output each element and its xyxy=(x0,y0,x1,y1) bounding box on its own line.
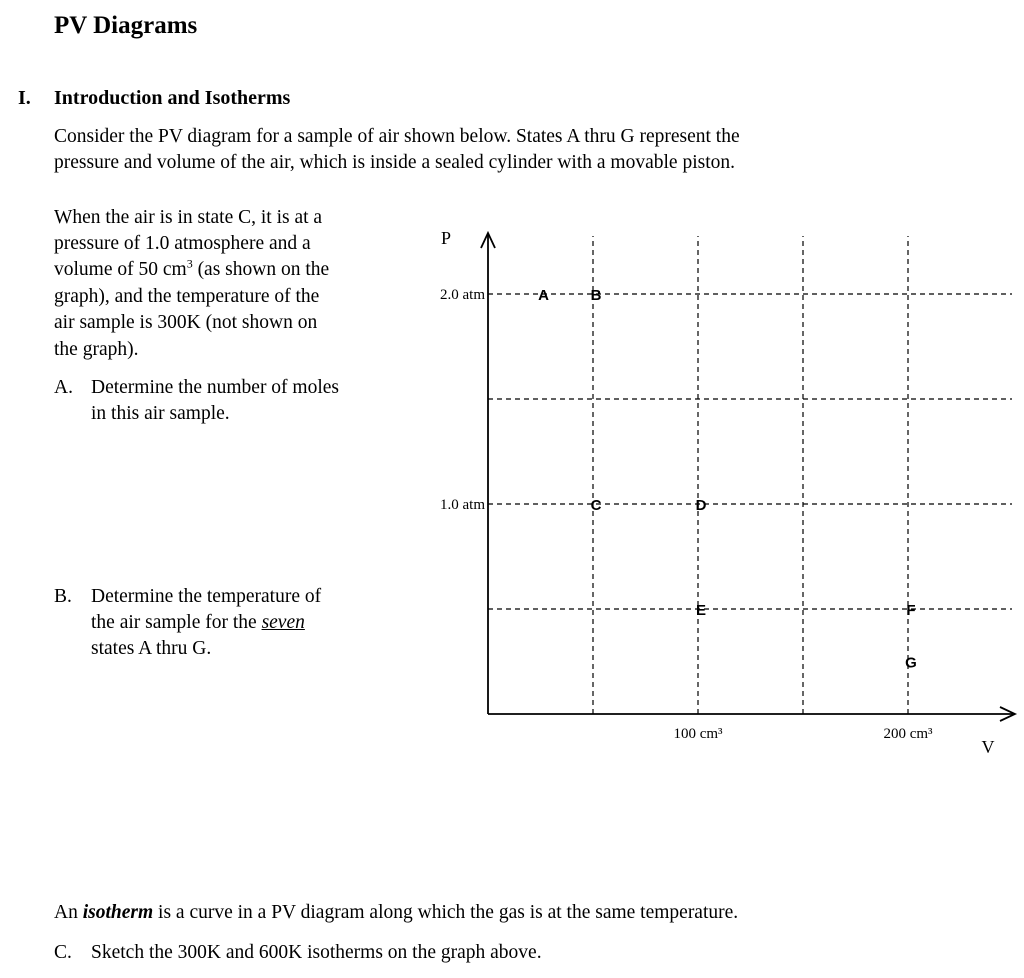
state-c-volume-note: (as shown on the xyxy=(192,259,330,280)
state-point-c: C xyxy=(590,497,602,514)
question-a-line-1: Determine the number of moles xyxy=(91,377,340,398)
question-c-letter: C. xyxy=(54,942,72,963)
question-a-line-2: in this air sample. xyxy=(91,403,230,424)
v-tick-label: 100 cm³ xyxy=(673,726,723,742)
intro-line-1: Consider the PV diagram for a sample of air shown below. States A thru G represent the xyxy=(54,126,740,147)
question-a-letter: A. xyxy=(54,377,73,398)
seven-emphasis: seven xyxy=(261,612,305,633)
p-tick-label: 1.0 atm xyxy=(440,497,485,513)
cubic-superscript: 3 xyxy=(186,256,193,271)
state-point-e: E xyxy=(695,602,707,619)
state-c-line-1: When the air is in state C, it is at a xyxy=(54,207,323,228)
question-b-line-2-text: the air sample for the xyxy=(91,612,262,633)
isotherm-term: isotherm xyxy=(82,902,154,923)
v-axis-label: V xyxy=(981,737,995,757)
state-point-d: D xyxy=(695,497,707,514)
state-c-line-6: the graph). xyxy=(54,339,139,360)
state-point-g: G xyxy=(905,654,917,672)
section-number: I. xyxy=(18,87,31,109)
isotherm-def-post: is a curve in a PV diagram along which the gas is at the same temperature. xyxy=(153,902,739,923)
p-tick-label: 2.0 atm xyxy=(440,287,485,303)
question-b-line-1: Determine the temperature of xyxy=(91,586,322,607)
isotherm-def-pre: An xyxy=(54,902,83,923)
question-c-line-1: Sketch the 300K and 600K isotherms on the graph above. xyxy=(91,942,542,963)
v-tick-label: 200 cm³ xyxy=(883,726,933,742)
state-c-line-5: air sample is 300K (not shown on xyxy=(54,312,318,333)
state-c-line-4: graph), and the temperature of the xyxy=(54,286,320,307)
intro-line-2: pressure and volume of the air, which is inside a sealed cylinder with a movable piston. xyxy=(54,152,735,173)
state-c-volume-text: volume of 50 cm xyxy=(54,259,187,280)
state-c-line-2: pressure of 1.0 atmosphere and a xyxy=(54,233,311,254)
state-point-f: F xyxy=(906,602,916,619)
p-axis-label: P xyxy=(440,228,452,248)
state-point-a: A xyxy=(538,287,549,304)
section-title: Introduction and Isotherms xyxy=(54,87,291,109)
question-b-line-3: states A thru G. xyxy=(91,638,212,659)
state-point-b: B xyxy=(590,287,602,304)
question-b-letter: B. xyxy=(54,586,72,607)
page-title: PV Diagrams xyxy=(54,12,198,39)
